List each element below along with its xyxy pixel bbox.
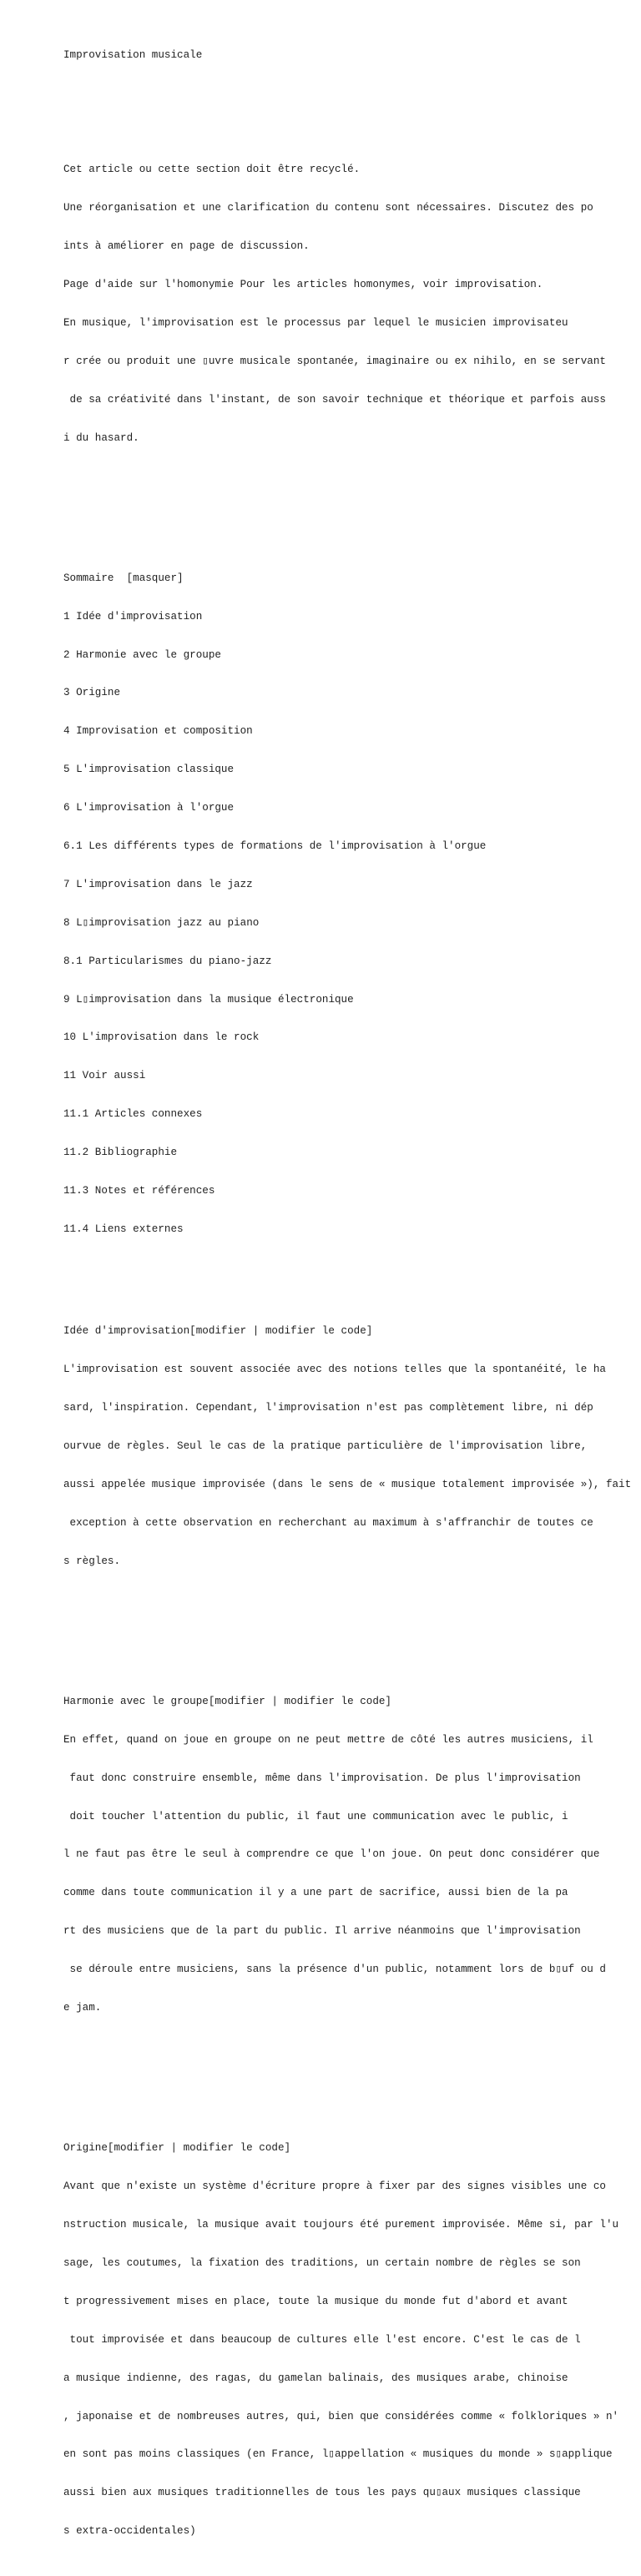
recycle-notice: Cet article ou cette section doit être recyclé. — [63, 164, 361, 176]
section-idee-improvisation — [63, 1300, 631, 1594]
paragraph-line: sage, les coutumes, la fixation des traditions, un certain nombre de règles se son — [63, 2256, 581, 2269]
table-of-contents — [63, 547, 631, 1262]
intro-line: Une réorganisation et une clarification du contenu sont nécessaires. Discutez des po — [63, 202, 593, 214]
homonymy-note: Page d'aide sur l'homonymie Pour les articles homonymes, voir improvisation. — [63, 278, 543, 290]
toc-item: 6 L'improvisation à l'orgue — [63, 802, 235, 814]
blank-line — [63, 87, 631, 99]
paragraph-line: t progressivement mises en place, toute la musique du monde fut d'abord et avant — [63, 2295, 568, 2307]
toc-heading: Sommaire [masquer] — [63, 572, 184, 584]
toc-item: 9 L▯improvisation dans la musique électronique — [63, 993, 354, 1006]
section-heading: Harmonie avec le groupe[modifier | modifier le code] — [63, 1695, 391, 1707]
toc-item: 10 L'improvisation dans le rock — [63, 1031, 260, 1044]
paragraph-line: s règles. — [63, 1555, 121, 1567]
toc-item: 11.4 Liens externes — [63, 1222, 184, 1235]
toc-item: 11.1 Articles connexes — [63, 1108, 203, 1121]
paragraph-line: faut donc construire ensemble, même dans l'improvisation. De plus l'improvisation — [63, 1772, 581, 1784]
section-origine — [63, 2117, 631, 2563]
toc-item: 2 Harmonie avec le groupe — [63, 648, 221, 661]
blank-line — [63, 2066, 631, 2079]
paragraph-line: Avant que n'existe un système d'écriture propre à fixer par des signes visibles une co — [63, 2180, 606, 2193]
paragraph-line: sard, l'inspiration. Cependant, l'improvisation n'est pas complètement libre, ni dép — [63, 1402, 593, 1414]
toc-item: 7 L'improvisation dans le jazz — [63, 878, 253, 890]
toc-item: 8.1 Particularismes du piano-jazz — [63, 955, 272, 967]
paragraph-line: aussi appelée musique improvisée (dans le sens de « musique totalement improvisée »), fait — [63, 1478, 632, 1490]
paragraph-line: s extra-occidentales) — [63, 2525, 196, 2538]
intro-line: En musique, l'improvisation est le processus par lequel le musicien improvisateu — [63, 316, 568, 329]
paragraph-line: , japonaise et de nombreuses autres, qui, bien que considérées comme « folkloriques » n' — [63, 2410, 619, 2422]
toc-item: 11.3 Notes et références — [63, 1185, 215, 1197]
paragraph-line: en sont pas moins classiques (en France, l▯appellation « musiques du monde » s▯applique — [63, 2448, 613, 2461]
toc-item: 5 L'improvisation classique — [63, 764, 235, 776]
blank-line — [63, 496, 631, 508]
paragraph-line: doit toucher l'attention du public, il faut une communication avec le public, i — [63, 1810, 568, 1822]
intro-line: r crée ou produit une ▯uvre musicale spontanée, imaginaire ou ex nihilo, en se servant — [63, 355, 606, 367]
section-heading: Idée d'improvisation[modifier | modifier le code] — [63, 1325, 373, 1338]
paragraph-line: e jam. — [63, 2002, 102, 2014]
toc-item: 11 Voir aussi — [63, 1070, 146, 1082]
toc-item: 1 Idée d'improvisation — [63, 610, 203, 623]
document-page — [63, 23, 631, 2576]
toc-item: 8 L▯improvisation jazz au piano — [63, 916, 260, 929]
paragraph-line: se déroule entre musiciens, sans la présence d'un public, notamment lors de b▯uf ou d — [63, 1964, 606, 1976]
paragraph-line: l ne faut pas être le seul à comprendre ce que l'on joue. On peut donc considérer que — [63, 1848, 600, 1861]
section-heading: Origine[modifier | modifier le code] — [63, 2142, 291, 2155]
intro-line: de sa créativité dans l'instant, de son savoir technique et théorique et parfois auss — [63, 393, 606, 406]
blank-line — [63, 1619, 631, 1631]
paragraph-line: En effet, quand on joue en groupe on ne peut mettre de côté les autres musiciens, il — [63, 1733, 593, 1746]
paragraph-line: comme dans toute communication il y a une part de sacrifice, aussi bien de la pa — [63, 1887, 568, 1899]
paragraph-line: nstruction musicale, la musique avait toujours été purement improvisée. Même si, par l'u — [63, 2219, 619, 2231]
toc-item: 3 Origine — [63, 687, 121, 699]
paragraph-line: aussi bien aux musiques traditionnelles de tous les pays qu▯aux musiques classique — [63, 2487, 581, 2499]
paragraph-line: ourvue de règles. Seul le cas de la pratique particulière de l'improvisation libre, — [63, 1439, 588, 1452]
paragraph-line: exception à cette observation en recherchant au maximum à s'affranchir de toutes ce — [63, 1516, 593, 1529]
intro-line: i du hasard. — [63, 431, 139, 444]
paragraph-line: tout improvisée et dans beaucoup de cultures elle l'est encore. C'est le cas de l — [63, 2333, 581, 2346]
page-title: Improvisation musicale — [63, 48, 203, 61]
intro-block — [63, 139, 631, 471]
section-harmonie-groupe — [63, 1670, 631, 2040]
paragraph-line: a musique indienne, des ragas, du gamelan balinais, des musiques arabe, chinoise — [63, 2372, 568, 2384]
toc-item: 6.1 Les différents types de formations de l'improvisation à l'orgue — [63, 840, 487, 852]
toc-item: 4 Improvisation et composition — [63, 725, 253, 738]
intro-line: ints à améliorer en page de discussion. — [63, 240, 310, 253]
toc-item: 11.2 Bibliographie — [63, 1147, 178, 1159]
paragraph-line: L'improvisation est souvent associée avec des notions telles que la spontanéité, le ha — [63, 1364, 606, 1376]
paragraph-line: rt des musiciens que de la part du public. Il arrive néanmoins que l'improvisation — [63, 1925, 581, 1938]
